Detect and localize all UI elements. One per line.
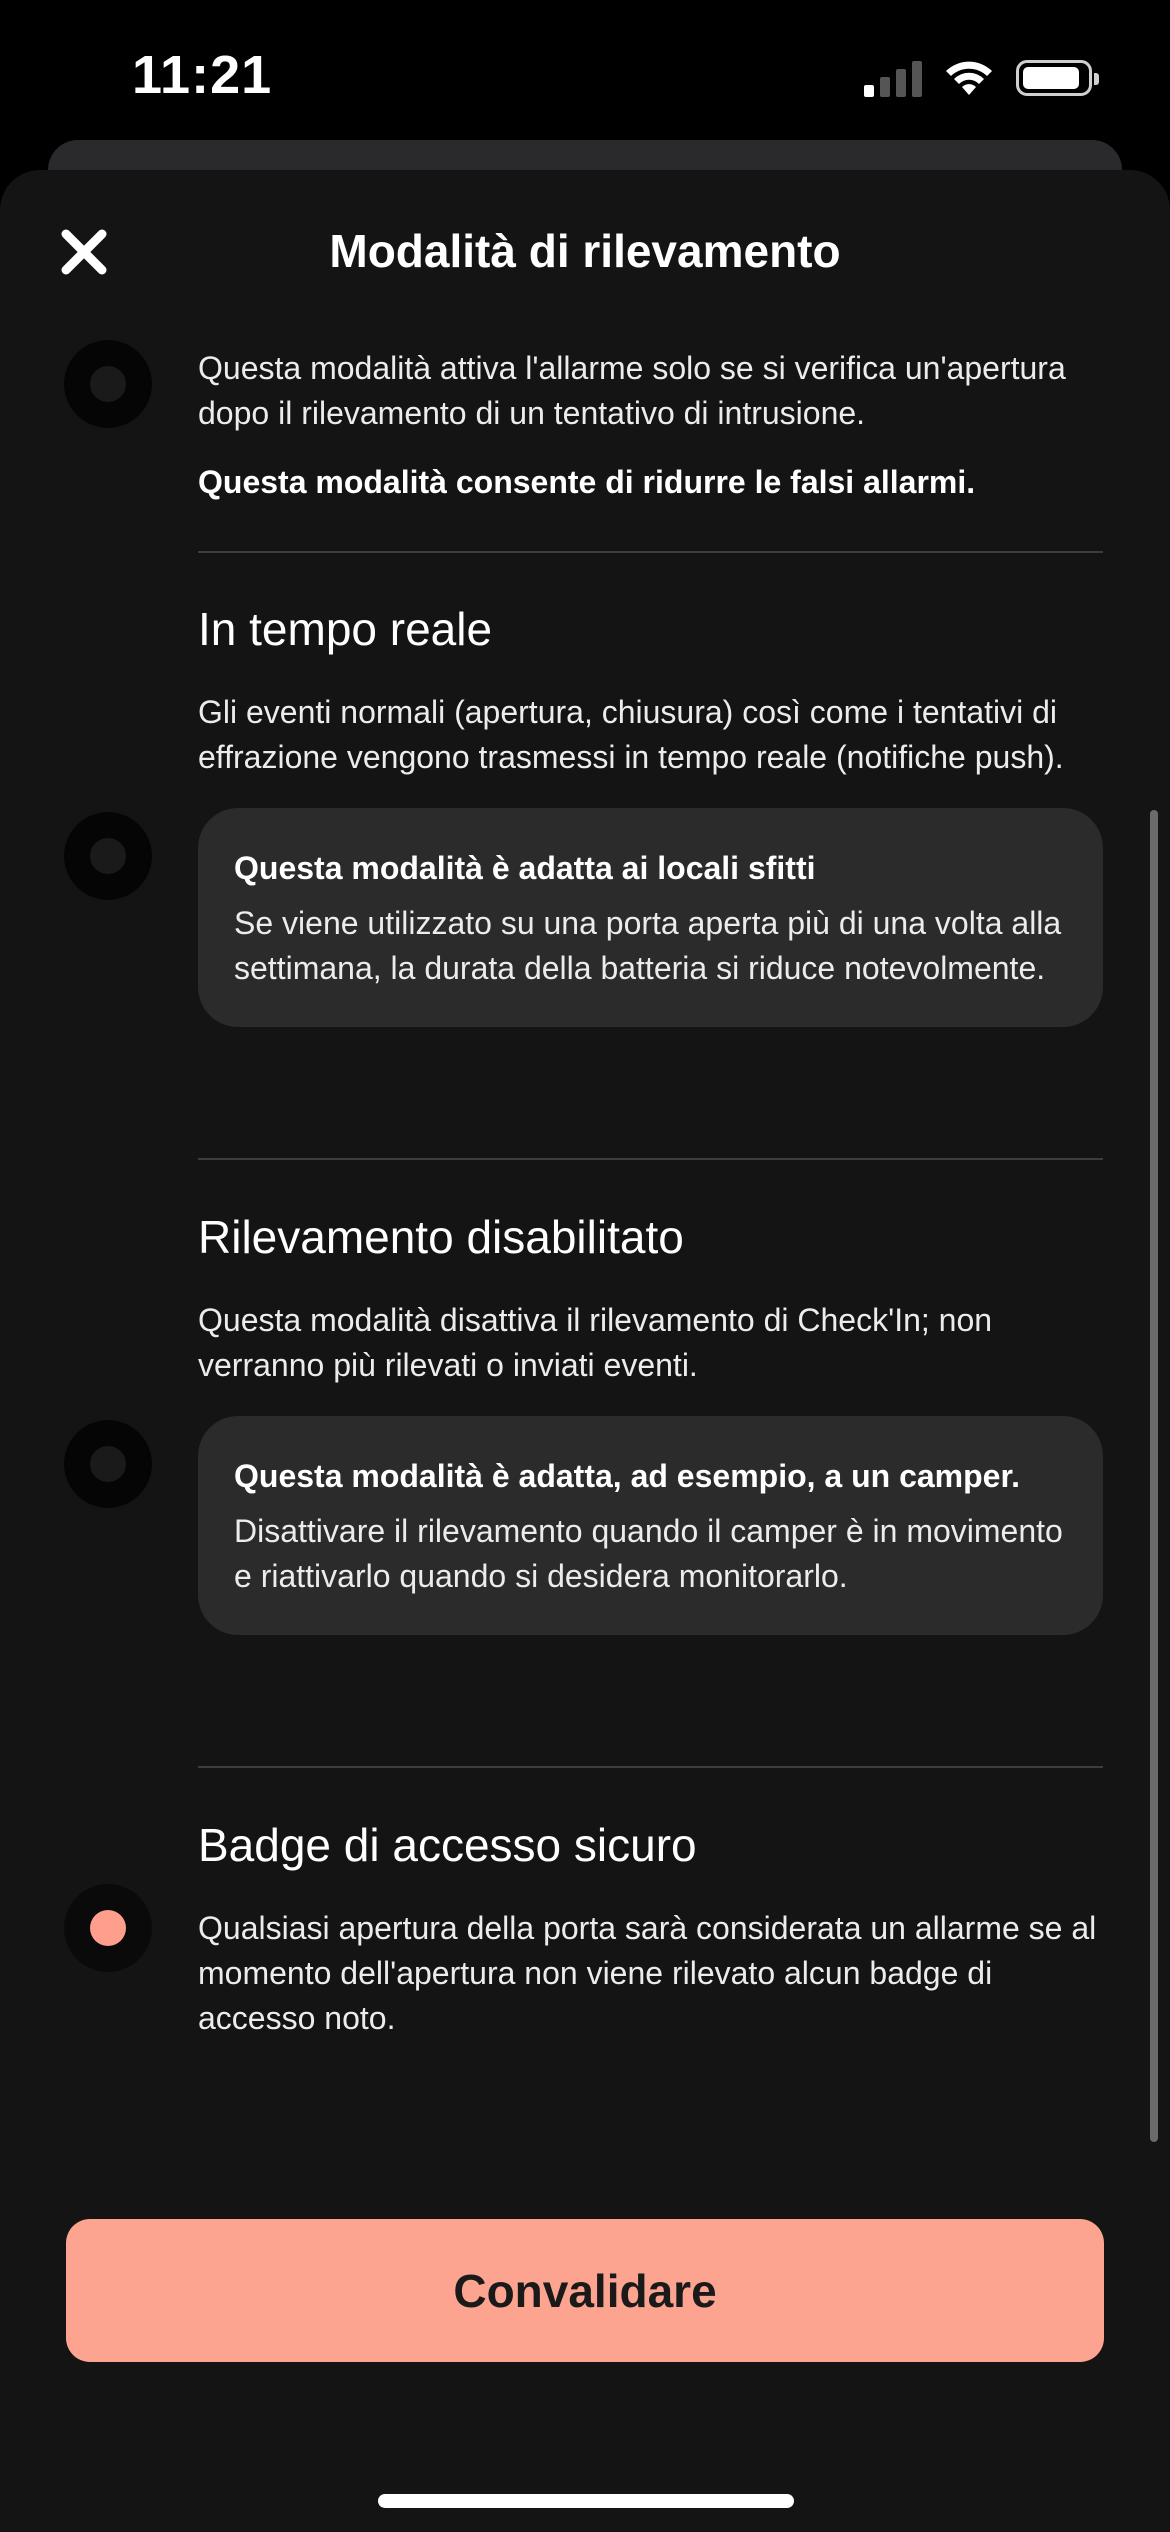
info-title: Questa modalità è adatta ai locali sfitti (234, 850, 816, 886)
divider (198, 1158, 1103, 1160)
option-realtime (198, 602, 1103, 1027)
option-description: Questa modalità disattiva il rilevamento di Check'In; non verranno più rilevati o inviati eventi. (198, 1302, 993, 1383)
option-intrusion (198, 346, 1103, 505)
scrollbar[interactable] (1150, 810, 1158, 2142)
option-title: Rilevamento disabilitato (198, 1211, 684, 1263)
status-time: 11:21 (132, 45, 273, 105)
radio-badge[interactable] (64, 1884, 152, 1972)
info-description: Se viene utilizzato su una porta aperta più di una volta alla settimana, la durata della batteria si riduce notevolmente. (234, 905, 1062, 986)
status-bar (0, 0, 1170, 150)
option-title: Badge di accesso sicuro (198, 1819, 697, 1871)
radio-realtime[interactable] (64, 812, 152, 900)
radio-disabled[interactable] (64, 1420, 152, 1508)
option-note: Questa modalità consente di ridurre le falsi allarmi. (198, 464, 976, 500)
option-badge (198, 1818, 1103, 2041)
option-description: Qualsiasi apertura della porta sarà considerata un allarme se al momento dell'apertura non viene rilevato alcun badge di accesso noto. (198, 1910, 1097, 2036)
option-disabled (198, 1210, 1103, 1635)
option-title: In tempo reale (198, 603, 493, 655)
option-description: Gli eventi normali (apertura, chiusura) così come i tentativi di effrazione vengono trasmessi in tempo reale (notifiche push). (198, 694, 1064, 775)
radio-intrusion[interactable] (64, 340, 152, 428)
home-indicator[interactable] (378, 2494, 794, 2508)
wifi-icon (944, 59, 994, 97)
info-description: Disattivare il rilevamento quando il camper è in movimento e riattivarlo quando si desidera monitorarlo. (234, 1513, 1063, 1594)
option-description: Questa modalità attiva l'allarme solo se si verifica un'apertura dopo il rilevamento di un tentativo di intrusione. (198, 350, 1066, 431)
info-title: Questa modalità è adatta, ad esempio, a un camper. (234, 1458, 1021, 1494)
info-box (198, 808, 1103, 1027)
sheet-title: Modalità di rilevamento (329, 225, 841, 277)
divider (198, 551, 1103, 553)
cellular-signal-icon (864, 59, 922, 97)
divider (198, 1766, 1103, 1768)
confirm-button[interactable]: Convalidare (66, 2219, 1104, 2362)
battery-icon (1016, 60, 1092, 96)
status-icons (864, 58, 1092, 98)
info-box (198, 1416, 1103, 1635)
options-list[interactable] (0, 330, 1170, 2160)
